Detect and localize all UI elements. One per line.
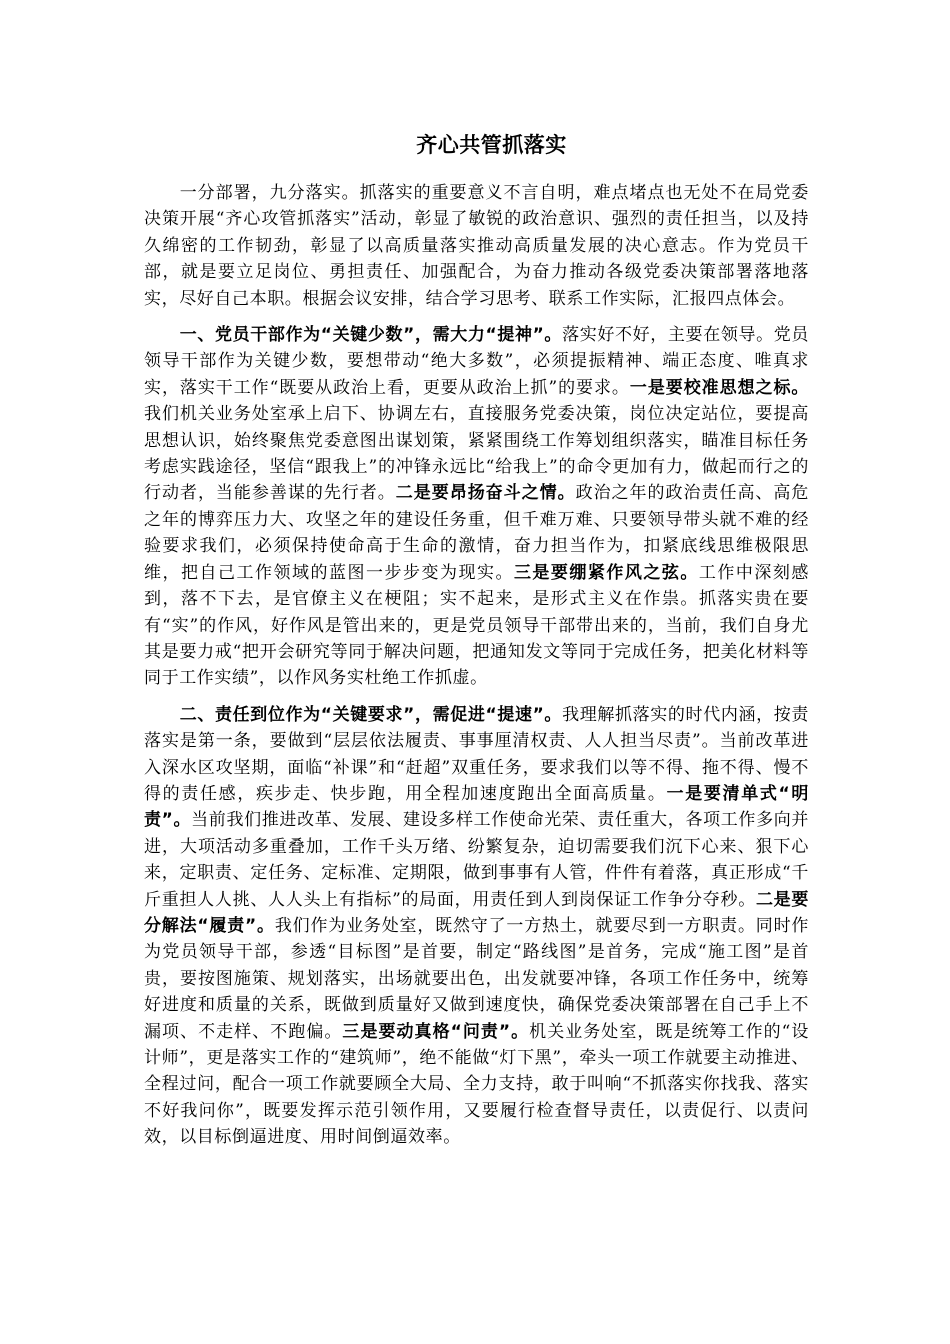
section-2-point-1-text: 当前我们推进改革、发展、建设多样工作使命光荣、责任重大，各项工作多向并进，大项活动多重叠加，工作千头万绪、纷繁复杂，迫切需要我们沉下心来、狠下心来，定职责、定任务、定标准、定期限，做到事事有人管，件件有着落，真正形成“千斤重担人人挑、人人头上有指标”的局面，用责任到人到岗保证工作争分夺秒。 <box>144 810 809 910</box>
section-2-point-3-text: 机关业务处室，既是统筹工作的“设计师”，更是落实工作的“建筑师”，绝不能做“灯下黑”，牵头一项工作就要主动推进、全程过问，配合一项工作就要顾全大局、全力支持，敢于叫响“不抓落实你找我、落实不好我问你”，既要发挥示范引领作用，又要履行检查督导责任，以责促行、以责问效，以目标倒逼进度、用时间倒逼效率。 <box>144 1021 809 1148</box>
section-1-point-2-text: 政治之年的政治责任高、高危之年的博弈压力大、攻坚之年的建设任务重，但千难万难、只要领导带头就不难的经验要求我们，必须保持使命高于生命的激情，奋力担当作为，扣紧底线思维极限思维，把自己工作领域的蓝图一步步变为现实。 <box>144 483 809 583</box>
section-2-text: 我理解抓落实的时代内涵，按责落实是第一条，要做到“层层依法履责、事事厘清权责、人人担当尽责”。当前改革进入深水区攻坚期，面临“补课”和“赶超”双重任务，要求我们以等不得、拖不得、慢不得的责任感，疾步走、快步跑，用全程加速度跑出全面高质量。 <box>144 704 809 804</box>
section-1-point-1-label: 一是要校准思想之标。 <box>629 377 810 398</box>
section-2-point-2-text: 我们作为业务处室，既然守了一方热土，就要尽到一方职责。同时作为党员领导干部，参透“目标图”是首要，制定“路线图”是首务，完成“施工图”是首贵，要按图施策、规划落实，出场就要出色，出发就要冲锋，各项工作任务中，统筹好进度和质量的关系，既做到质量好又做到速度快，确保党委决策部署在自己手上不漏项、不走样、不跑偏。 <box>144 915 809 1042</box>
intro-paragraph: 一分部署，九分落实。抓落实的重要意义不言自明，难点堵点也无处不在局党委决策开展“齐心攻管抓落实”活动，彰显了敏锐的政治意识、强烈的责任担当，以及持久绵密的工作韧劲，彰显了以高质量落实推动高质量发展的决心意志。作为党员干部，就是要立足岗位、勇担责任、加强配合，为奋力推动各级党委决策部署落地落实，尽好自己本职。根据会议安排，结合学习思考、联系工作实际，汇报四点体会。 <box>144 183 809 309</box>
section-1-point-3-label: 三是要绷紧作风之弦。 <box>513 562 699 583</box>
section-1-paragraph <box>144 322 809 692</box>
section-1-text: 落实好不好，主要在领导。党员领导干部作为关键少数，要想带动“绝大多数”，必须提振精神、端正态度、唯真求实，落实干工作“既要从政治上看，更要从政治上抓”的要求。 <box>144 325 809 398</box>
section-2-point-1-label: 一是要清单式“明责”。 <box>144 783 809 831</box>
section-1-point-1-text: 我们机关业务处室承上启下、协调左右，直接服务党委决策，岗位决定站位，要提高思想认识，始终聚焦党委意图出谋划策，紧紧围绕工作筹划组织落实，瞄准目标任务考虑实践途径，坚信“跟我上”的冲锋永远比“给我上”的命令更加有力，做起而行之的行动者，当能参善谋的先行者。 <box>144 404 809 504</box>
section-2-heading: 二、责任到位作为“关键要求”，需促进“提速”。 <box>179 704 563 725</box>
section-1-point-3-text: 工作中深刻感到，落不下去，是官僚主义在梗阻；实不起来，是形式主义在作祟。抓落实贵在要有“实”的作风，好作风是管出来的，更是党员领导干部带出来的，当前，我们自身尤其是要力戒“把开会研究等同于解决问题，把通知发文等同于完成任务，把美化材料等同于工作实绩”，以作风务实杜绝工作抓虚。 <box>144 562 809 689</box>
document-page <box>144 130 809 1161</box>
section-2-point-3-label: 三是要动真格“问责”。 <box>342 1021 530 1042</box>
page-title: 齐心共管抓落实 <box>416 133 567 157</box>
section-1-point-2-label: 二是要昂扬奋斗之情。 <box>395 483 576 504</box>
section-2-paragraph <box>144 702 809 1151</box>
section-2-point-2-label: 二是要分解法“履责”。 <box>144 889 809 936</box>
section-1-heading: 一、党员干部作为“关键少数”，需大力“提神”。 <box>179 325 563 346</box>
